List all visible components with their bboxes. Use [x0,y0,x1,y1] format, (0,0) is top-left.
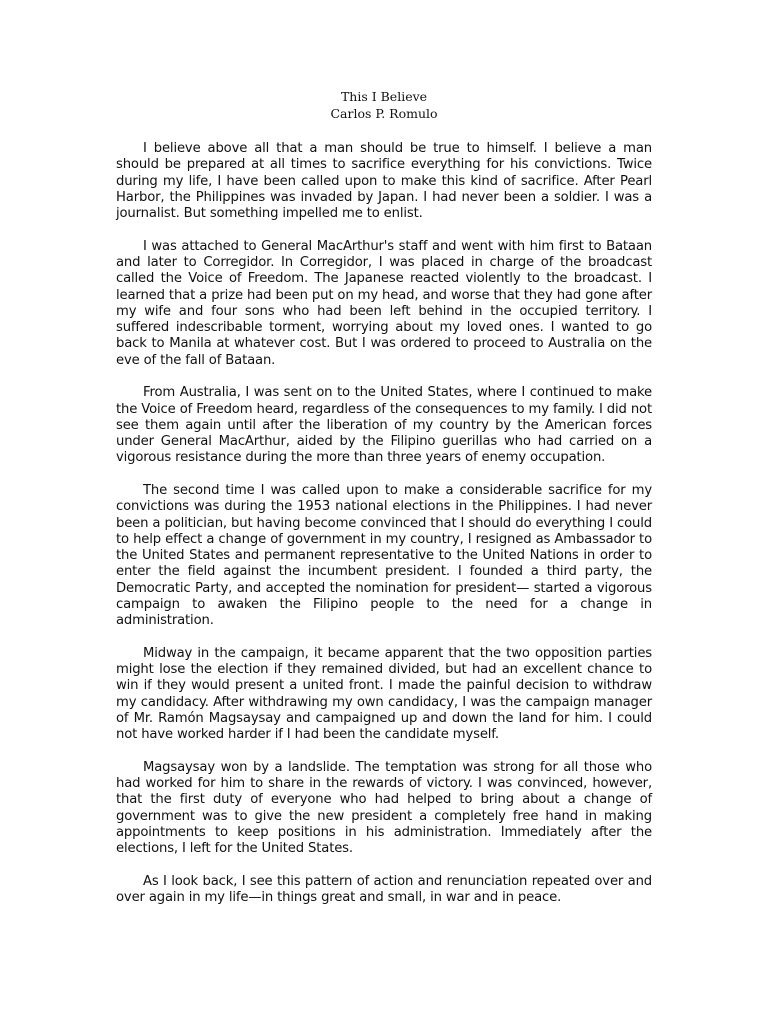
document-page [116,88,652,922]
paragraph: Midway in the campaign, it became apparent that the two opposition parties might lose the election if they remained divided, but had an excellent chance to win if they would present a united front. I made the painful decision to withdraw my candidacy. After withdrawing my own candidacy, I was the campaign manager of Mr. Ramón Magsaysay and campaigned up and down the land for him. I could not have worked harder if I had been the candidate myself. [116,645,652,743]
title-block [116,88,652,122]
paragraph: As I look back, I see this pattern of action and renunciation repeated over and over again in my life—in things great and small, in war and in peace. [116,873,652,905]
paragraph: I believe above all that a man should be true to himself. I believe a man should be prepared at all times to sacrifice everything for his convictions. Twice during my life, I have been called upon to make this kind of sacrifice. After Pearl Harbor, the Philippines was invaded by Japan. I had never been a soldier. I was a journalist. But something impelled me to enlist. [116,141,652,222]
document-author: Carlos P. Romulo [330,106,438,121]
paragraph: From Australia, I was sent on to the United States, where I continued to make the Voice of Freedom heard, regardless of the consequences to my family. I did not see them again until after the liberation of my country by the American forces under General MacArthur, aided by the Filipino guerillas who had carried on a vigorous resistance during the more than three years of enemy occupation. [116,385,652,466]
document-body [116,141,652,906]
document-title: This I Believe [340,89,428,104]
paragraph: The second time I was called upon to make a considerable sacrifice for my convictions was during the 1953 national elections in the Philippines. I had never been a politician, but having become convinced that I should do everything I could to help effect a change of government in my country, I resigned as Ambassador to the United States and permanent representative to the United Nations in order to enter the field against the incumbent president. I founded a third party, the Democratic Party, and accepted the nomination for president— started a vigorous campaign to awaken the Filipino people to the need for a change in administration. [116,482,652,629]
paragraph: Magsaysay won by a landslide. The temptation was strong for all those who had worked for him to share in the rewards of victory. I was convinced, however, that the first duty of everyone who had helped to bring about a change of government was to give the new president a completely free hand in making appointments to keep positions in his administration. Immediately after the elections, I left for the United States. [116,759,652,857]
paragraph: I was attached to General MacArthur's staff and went with him first to Bataan and later to Corregidor. In Corregidor, I was placed in charge of the broadcast called the Voice of Freedom. The Japanese reacted violently to the broadcast. I learned that a prize had been put on my head, and worse that they had gone after my wife and four sons who had been left behind in the occupied territory. I suffered indescribable torment, worrying about my loved ones. I wanted to go back to Manila at whatever cost. But I was ordered to proceed to Australia on the eve of the fall of Bataan. [116,238,652,368]
